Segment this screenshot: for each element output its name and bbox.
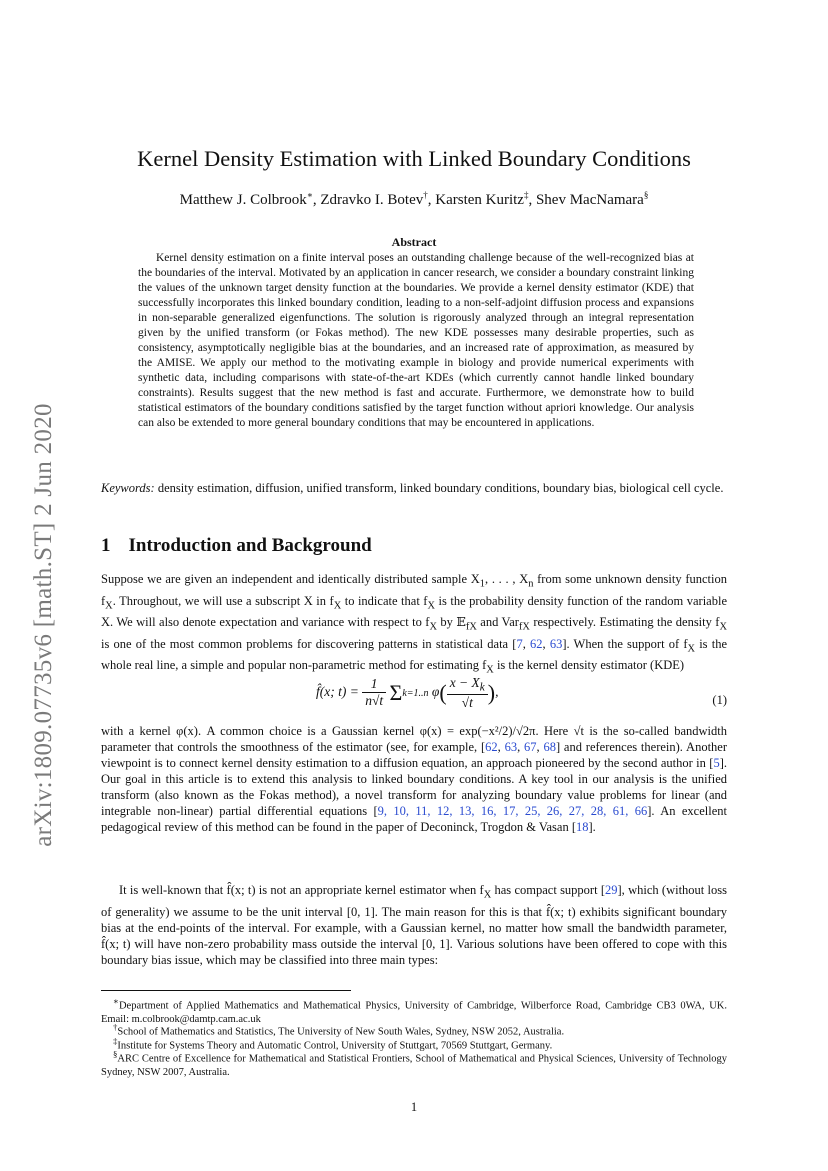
- author-name: Shev MacNamara: [535, 192, 644, 208]
- section-title: Introduction and Background: [128, 535, 372, 556]
- citation-link[interactable]: 62: [530, 636, 543, 651]
- footnote: ‡Institute for Systems Theory and Automatic Control, University of Stuttgart, 70569 Stuttgart, Germany.: [113, 1036, 553, 1052]
- citation-link[interactable]: 7: [516, 636, 523, 651]
- citation-link[interactable]: 18: [576, 820, 589, 834]
- keywords: [101, 480, 727, 496]
- equation-body: f̂(x; t) = $\frac{1}{n√t}$ Σk=1..n φ( $\frac{x - X_k}{√t}$ ),: [316, 675, 499, 710]
- citation-link[interactable]: 63: [504, 740, 518, 754]
- section-number: 1: [101, 535, 111, 556]
- citation-link[interactable]: 9, 10, 11, 12, 13, 16, 17, 25, 26, 27, 28, 61, 66: [377, 804, 648, 818]
- citation-link[interactable]: 5: [713, 756, 720, 770]
- author-list: Matthew J. Colbrook∗, Zdravko I. Botev†, Karsten Kuritz‡, Shev MacNamara§: [179, 190, 649, 208]
- keywords-text: density estimation, diffusion, unified transform, linked boundary conditions, boundary bias, biological cell cycle.: [154, 481, 724, 495]
- footnote-rule: [101, 990, 351, 991]
- paragraph-1: Suppose we are given an independent and identically distributed sample $X_1$, . . . , $X_n$ from some unknown density function $f_X$. Throughout, we will use a subscript X in $f_X$ to indicate that $f_X$ is the probability density function of the random variable X. We will also denote expectation and variance with respect to $f_X$ by 𝔼$_{fX}$ and Var$_{fX}$ respectively. Estimating the density $f_X$ is one of the most common problems for discovering patterns in statistical data [7, 62, 63]. When the support of $f_X$ is the whole real line, a simple and popular non-parametric method for estimating $f_X$ is the kernel density estimator (KDE): [101, 572, 727, 676]
- author-mark: ∗: [306, 190, 313, 200]
- citation-link[interactable]: 67: [524, 740, 537, 754]
- citation-link[interactable]: 62: [485, 740, 498, 754]
- arxiv-identifier: arXiv:1809.07735v6 [math.ST] 2 Jun 2020: [30, 403, 57, 847]
- paragraph-3: It is well-known that f̂(x; t) is not an appropriate kernel estimator when $f_X$ has compact support [29], which (without loss of generality) we assume to be the unit interval [0, 1]. The main reason for this is that f̂(x; t) exhibits significant boundary bias at the end-points of the interval. For example, with a Gaussian kernel, no matter how small the bandwidth parameter, f̂(x; t) will have non-zero probability mass outside the interval [0, 1]. Various solutions have been offered to cope with this boundary bias issue, which may be classified into three main types:: [101, 883, 727, 967]
- footnote: †School of Mathematics and Statistics, The University of New South Wales, Sydney, NSW 2052, Australia.: [113, 1022, 565, 1038]
- citation-link[interactable]: 63: [549, 636, 563, 651]
- author-name: Karsten Kuritz: [435, 192, 524, 208]
- equation-lhs: f̂(x; t) =: [316, 683, 359, 699]
- paper-title: Kernel Density Estimation with Linked Boundary Conditions: [137, 146, 691, 171]
- footnote: ∗Department of Applied Mathematics and Mathematical Physics, University of Cambridge, Wilberforce Road, Cambridge CB3 0WA, UK. Email: m.colbrook@damtp.cam.ac.uk: [101, 996, 727, 1025]
- footnote: §ARC Centre of Excellence for Mathematical and Statistical Frontiers, School of Mathematical and Physical Sciences, University of Technology Sydney, NSW 2007, Australia.: [101, 1049, 727, 1078]
- paragraph-2: with a kernel φ(x). A common choice is a Gaussian kernel φ(x) = exp(−x²/2)/√2π. Here √t is the so-called bandwidth parameter that controls the smoothness of the estimator (see, for example, [62, 63, 67, 68] and references therein). Another viewpoint is to connect kernel density estimation to a diffusion equation, an approach pioneered by the second author in [5]. Our goal in this article is to extend this analysis to linked boundary conditions. A key tool in our analysis is the unified transform (also known as the Fokas method), a novel transform for analyzing boundary value problems for linear (and integrable non-linear) partial differential equations [9, 10, 11, 12, 13, 16, 17, 25, 26, 27, 28, 61, 66]. An excellent pedagogical review of this method can be found in the paper of Deconinck, Trogdon & Vasan [18].: [101, 724, 728, 834]
- author-mark: ‡: [523, 190, 529, 200]
- keywords-label: Keywords:: [101, 481, 155, 495]
- page-number: 1: [410, 1100, 418, 1114]
- section-heading: [101, 535, 372, 557]
- equation-number: (1): [712, 693, 727, 707]
- author-mark: †: [423, 190, 428, 200]
- abstract-text: Kernel density estimation on a finite interval poses an outstanding challenge because of the well-recognized bias at the boundaries of the interval. Motivated by an application in cancer research, we consider a boundary constraint linking the values of the unknown target density function at the boundaries. We provide a kernel density estimator (KDE) that successfully incorporates this linked boundary condition, leading to a non-self-adjoint diffusion process and expansions in non-separable generalized eigenfunctions. The solution is rigorously analyzed through an integral representation given by the unified transform (or Fokas method). The new KDE possesses many desirable properties, such as consistency, asymptotically negligible bias at the boundaries, and an increased rate of approximation, as measured by the AMISE. We apply our method to the motivating example in biology and provide numerical experiments with synthetic data, including comparisons with state-of-the-art KDEs (which currently cannot handle linked boundary constraints). Results suggest that the new method is fast and accurate. Furthermore, we demonstrate how to build statistical estimators of the boundary conditions satisfied by the target function without apriori knowledge. Our analysis can also be extended to more general boundary conditions that may be encountered in applications.: [138, 252, 694, 429]
- author-name: Zdravko I. Botev: [320, 192, 424, 208]
- author-mark: §: [643, 190, 649, 200]
- citation-link[interactable]: 29: [605, 883, 618, 897]
- arxiv-sidebar: [14, 360, 74, 890]
- abstract-heading: Abstract: [391, 235, 437, 249]
- author-name: Matthew J. Colbrook: [179, 192, 307, 208]
- citation-link[interactable]: 68: [543, 740, 556, 754]
- equation-1: [101, 675, 727, 723]
